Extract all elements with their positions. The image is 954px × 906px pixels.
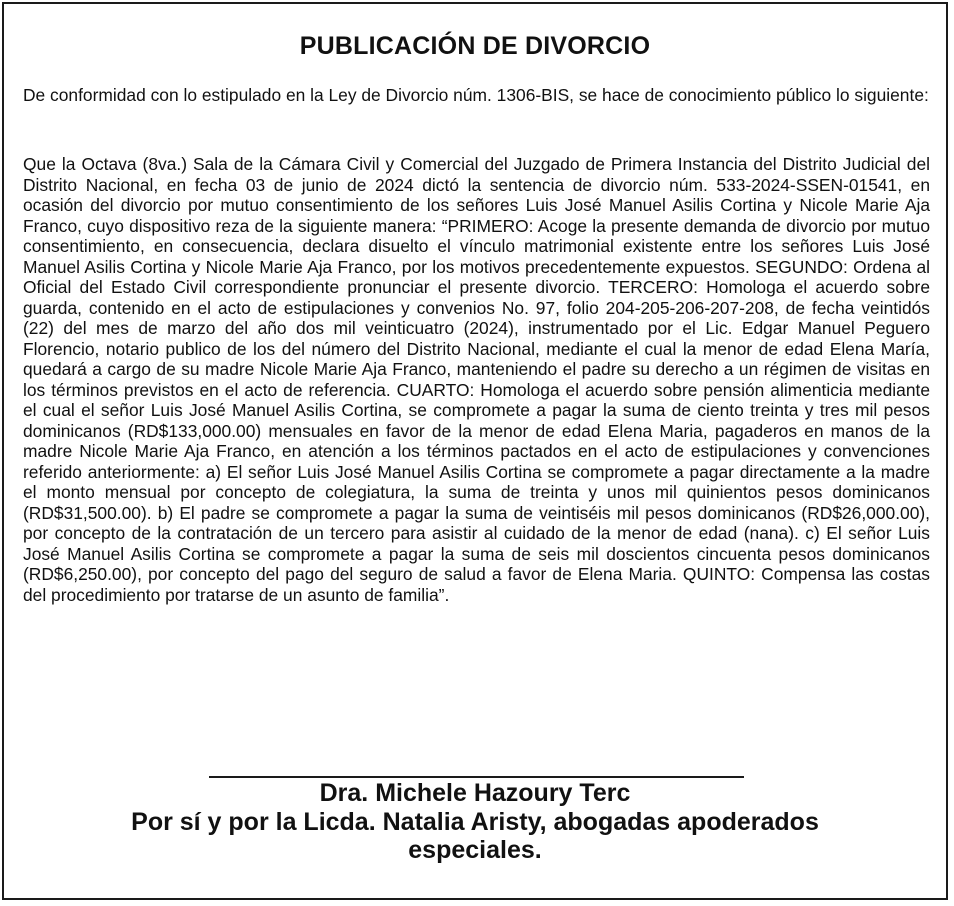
signatory-line-3: especiales. bbox=[408, 836, 542, 864]
notice-title: PUBLICACIÓN DE DIVORCIO bbox=[299, 32, 651, 60]
signature-block bbox=[4, 779, 946, 865]
signature-line bbox=[209, 776, 744, 778]
intro-paragraph: De conformidad con lo estipulado en la Ley de Divorcio núm. 1306-BIS, se hace de conocimiento público lo siguiente: bbox=[23, 85, 929, 105]
signatory-name: Dra. Michele Hazoury Terc bbox=[319, 779, 631, 807]
sentence-paragraph: Que la Octava (8va.) Sala de la Cámara Civil y Comercial del Juzgado de Primera Instancia del Distrito Judicial del Distrito Nacional, en fecha 03 de junio de 2024 dictó la sentencia de divorcio núm. 533-2024-SSEN-01541, en ocasión del divorcio por mutuo consentimiento de los señores Luis José Manuel Asilis Cortina y Nicole Marie Aja Franco, cuyo dispositivo reza de la siguiente manera: “PRIMERO: Acoge la presente demanda de divorcio por mutuo consentimiento, en consecuencia, declara disuelto el vínculo matrimonial existente entre los señores Luis José Manuel Asilis Cortina y Nicole Marie Aja Franco, por los motivos precedentemente expuestos. SEGUNDO: Ordena al Oficial del Estado Civil correspondiente pronunciar el presente divorcio. TERCERO: Homologa el acuerdo sobre guarda, contenido en el acto de estipulaciones y convenios No. 97, folio 204-205-206-207-208, de fecha veintidós (22) del mes de marzo del año dos mil veinticuatro (2024), instrumentado por el Lic. Edgar Manuel Peguero Florencio, notario publico de los del número del Distrito Nacional, mediante el cual la menor de edad Elena María, quedará a cargo de su madre Nicole Marie Aja Franco, manteniendo el padre su derecho a un régimen de visitas en los términos previstos en el acto de referencia. CUARTO: Homologa el acuerdo sobre pensión alimenticia mediante el cual el señor Luis José Manuel Asilis Cortina, se compromete a pagar la suma de ciento treinta y tres mil pesos dominicanos (RD$133,000.00) mensuales en favor de la menor de edad Elena Maria, pagaderos en manos de la madre Nicole Marie Aja Franco, en atención a los términos pactados en el acto de estipulaciones y convenciones referido anteriormente: a) El señor Luis José Manuel Asilis Cortina se compromete a pagar directamente a la madre el monto mensual por concepto de colegiatura, la suma de treinta y unos mil quinientos pesos dominicanos (RD$31,500.00). b) El padre se compromete a pagar la suma de veintiséis mil pesos dominicanos (RD$26,000.00), por concepto de la contratación de un tercero para asistir al cuidado de la menor de edad (nana). c) El señor Luis José Manuel Asilis Cortina se compromete a pagar la suma de seis mil doscientos cincuenta pesos dominicanos (RD$6,250.00), por concepto del pago del seguro de salud a favor de Elena Maria. QUINTO: Compensa las costas del procedimiento por tratarse de un asunto de familia”. bbox=[23, 154, 930, 605]
signatory-line-2: Por sí y por la Licda. Natalia Aristy, abogadas apoderados bbox=[131, 807, 819, 836]
divorce-notice bbox=[2, 2, 948, 900]
